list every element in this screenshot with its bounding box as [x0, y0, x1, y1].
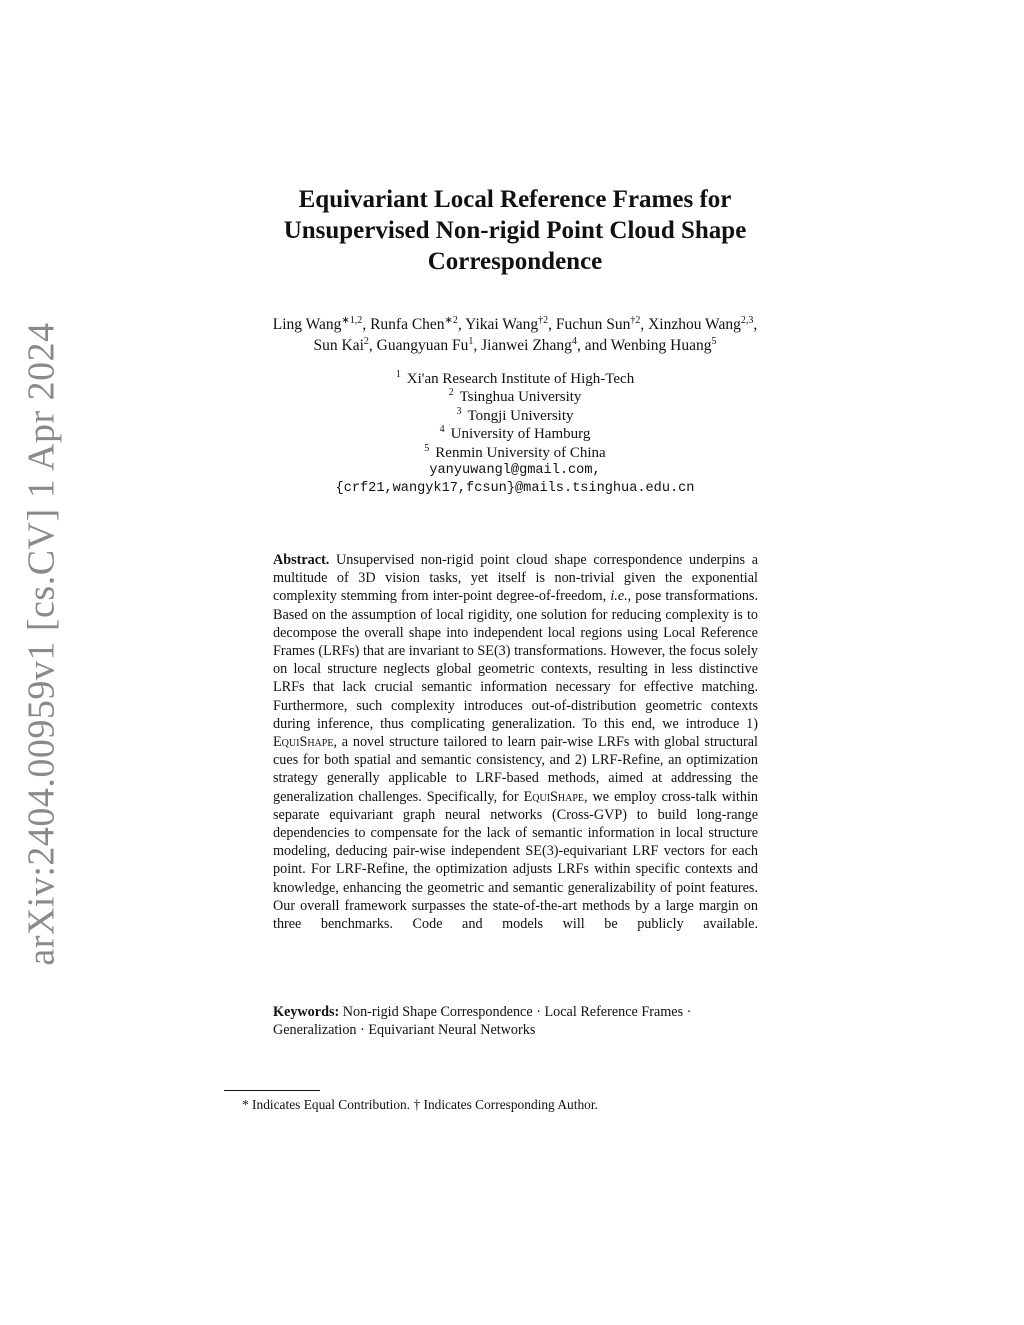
affiliation: $^1$ Xi'an Research Institute of High-Tech — [395, 369, 635, 387]
keywords-label: Keywords: — [273, 1004, 340, 1020]
footnote: * Indicates Equal Contribution. † Indicates Corresponding Author. — [242, 1097, 598, 1112]
email-line-2: {crf21,wangyk17,fcsun}@mails.tsinghua.edu.cn — [335, 481, 695, 497]
paper-title — [200, 184, 830, 277]
author: Guangyuan Fu$^1$ — [376, 335, 474, 354]
author: Sun Kai$^2$ — [313, 335, 369, 354]
author-list: Ling Wang$^{∗1,2}$, Runfa Chen$^{∗2}$, Yikai Wang$^{\dagger 2}$, Fuchun Sun$^{\dagger 2}$, Xinzhou Wang$^{2,3}$, Sun Kai$^2$, Guangyuan Fu$^1$, Jianwei Zhang$^4$, and Wenbing Huang$^5$ — [272, 314, 758, 354]
method-name: EquiShape — [273, 734, 334, 751]
title-line-1: Equivariant Local Reference Frames for — [298, 186, 732, 213]
author: Yikai Wang$^{\dagger 2}$ — [465, 314, 549, 333]
abstract: Abstract. Unsupervised non-rigid point cloud shape correspondence underpins a multitude of 3D vision tasks, yet itself is non-trivial given the exponential complexity stemming from inter-point degree-of-freedom, i.e., pose transformations. Based on the assumption of local rigidity, one solution for reducing complexity is to decompose the overall shape into independent local regions using Local Reference Frames (LRFs) that are invariant to SE(3) transformations. However, the focus solely on local structure neglects global geometric contexts, resulting in less distinctive LRFs that lack crucial semantic information necessary for effective matching. Furthermore, such complexity introduces out-of-distribution geometric contexts during inference, thus complicating generalization. To this end, we introduce 1) EquiShape, a novel structure tailored to learn pair-wise LRFs with global structural cues for both spatial and semantic consistency, and 2) LRF-Refine, an optimization strategy generally applicable to LRF-based methods, aimed at addressing the generalization challenges. Specifically, for EquiShape, we employ cross-talk within separate equivariant graph neural networks (Cross-GVP) to build long-range dependencies to compensate for the lack of semantic information in local structure modeling, deducing pair-wise independent SE(3)-equivariant LRF vectors for each point. For LRF-Refine, the optimization adjusts LRFs within specific contexts and knowledge, enhancing the geometric and semantic generalizability of point features. Our overall framework surpasses the state-of-the-art methods by a large margin on three benchmarks. Code and models will be publicly available. — [273, 552, 759, 933]
abstract-label: Abstract. — [273, 552, 330, 568]
affiliation: $^5$ Renmin University of China — [424, 442, 606, 461]
title-line-3: Correspondence — [427, 248, 603, 275]
arxiv-stamp — [12, 322, 72, 966]
author: Fuchun Sun$^{\dagger 2}$ — [555, 314, 641, 333]
keywords — [273, 1003, 758, 1039]
keywords-text: Non-rigid Shape Correspondence · Local Reference Frames · Generalization · Equivariant Neural Networks — [273, 1004, 692, 1039]
affiliation: $^2$ Tsinghua University — [448, 387, 582, 406]
affiliations — [280, 370, 750, 499]
author: Wenbing Huang$^5$ — [610, 335, 717, 354]
method-name: EquiShape — [523, 788, 585, 805]
affiliation: $^4$ University of Hamburg — [439, 424, 591, 443]
title-line-2: Unsupervised Non-rigid Point Cloud Shape — [283, 217, 747, 244]
arxiv-stamp-text: arXiv:2404.00959v1 [cs.CV] 1 Apr 2024 — [21, 322, 63, 966]
email-line-1: yanyuwangl@gmail.com, — [429, 463, 601, 479]
footnote-rule — [224, 1090, 320, 1091]
author: Jianwei Zhang$^4$ — [481, 335, 577, 354]
author: Xinzhou Wang$^{2,3}$ — [648, 314, 754, 333]
author: Ling Wang$^{∗1,2}$ — [272, 314, 363, 333]
author: Runfa Chen$^{∗2}$ — [370, 314, 458, 333]
affiliation: $^3$ Tongji University — [456, 405, 574, 424]
